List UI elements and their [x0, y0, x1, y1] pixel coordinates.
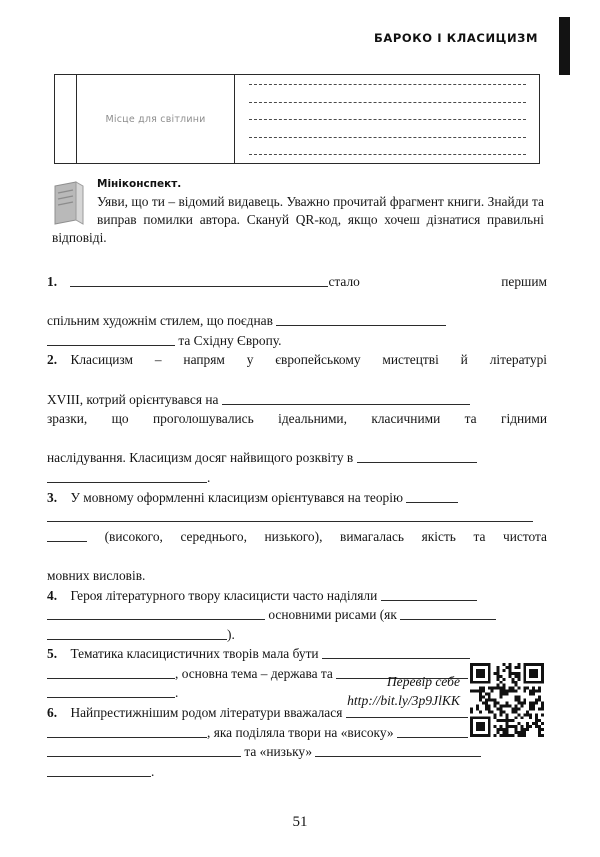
answer-blank[interactable] [381, 587, 477, 601]
answer-blank[interactable] [222, 391, 470, 405]
item-number: 5. [47, 646, 71, 662]
qr-caption-line-1: Перевір себе [386, 674, 460, 689]
page-number: 51 [292, 814, 308, 830]
fill-in-item [47, 586, 547, 645]
item-text: . [151, 763, 155, 779]
item-text: стало першим [328, 274, 547, 289]
fill-in-item [47, 272, 547, 350]
answer-blank[interactable] [47, 665, 175, 679]
item-text: У мовному оформленні класицизм орієнтувався на теорію [70, 489, 407, 505]
item-line [47, 409, 547, 448]
dashed-writing-line [249, 84, 526, 85]
item-line [47, 527, 547, 566]
answer-blank[interactable] [47, 724, 207, 738]
page-header [0, 0, 600, 62]
answer-blank[interactable] [47, 508, 533, 522]
item-text: XVIII, котрий орієнтувався на [47, 391, 222, 407]
item-number: 4. [47, 587, 71, 603]
photo-placeholder-label: Місце для світлини [105, 113, 206, 125]
qr-block [347, 661, 546, 743]
item-line [47, 488, 547, 508]
table-cell-spacer [55, 75, 77, 163]
item-text: Класицизм – напрям у європейському мистецтві й літературі [70, 352, 547, 368]
fill-in-item [47, 488, 547, 586]
item-text: . [175, 685, 179, 701]
item-text: (високого, середнього, низького), вимагалась якість та чистота [87, 528, 547, 544]
item-text: наслідування. Класицизм досяг найвищого розквіту в [47, 450, 357, 466]
qr-caption-url: http://bit.ly/3p9JlKK [347, 693, 460, 708]
answer-blank[interactable] [406, 489, 458, 503]
page-footer [0, 805, 600, 840]
item-text: та «низьку» [241, 744, 316, 760]
item-text: . [207, 469, 211, 485]
item-line [47, 507, 547, 527]
item-line [47, 625, 547, 645]
item-number: 6. [47, 705, 71, 721]
item-text: мовних висловів. [47, 567, 146, 583]
book-icon [52, 180, 86, 226]
qr-caption [347, 672, 460, 710]
table-cell-writing-lines[interactable] [235, 75, 539, 163]
item-line [47, 566, 547, 586]
qr-code[interactable] [468, 661, 546, 739]
item-line [47, 468, 547, 488]
ornament-top [246, 805, 354, 811]
item-text: Героя літературного твору класицисти часто наділяли [70, 587, 381, 603]
item-line [47, 331, 547, 351]
table-cell-photo[interactable] [77, 75, 235, 163]
item-line [47, 742, 547, 762]
ornament-bottom [246, 834, 354, 840]
page-title: БАРОКО І КЛАСИЦИЗМ [374, 31, 538, 45]
item-line [47, 448, 547, 468]
answer-blank[interactable] [47, 332, 175, 346]
item-text: Найпрестижнішим родом літератури вважалася [70, 705, 346, 721]
item-number: 3. [47, 489, 71, 505]
header-accent-bar [559, 17, 570, 75]
photo-placeholder-table [54, 74, 540, 164]
minikonspekt-body [52, 193, 544, 248]
item-text: , основна тема – держава та [175, 665, 337, 681]
item-line [47, 350, 547, 389]
item-line [47, 605, 547, 625]
minikonspekt-title: Мініконспект. [97, 178, 182, 190]
answer-blank[interactable] [47, 528, 87, 542]
item-line [47, 311, 547, 331]
item-text: , яка поділяла твори на «високу» [207, 724, 397, 740]
answer-blank[interactable] [315, 743, 481, 757]
item-line [47, 272, 547, 311]
dashed-writing-line [249, 119, 526, 120]
answer-blank[interactable] [47, 763, 151, 777]
item-line [47, 586, 547, 606]
item-text: спільним художнім стилем, що поєднав [47, 313, 277, 329]
answer-blank[interactable] [47, 743, 241, 757]
answer-blank[interactable] [70, 273, 328, 287]
answer-blank[interactable] [276, 312, 446, 326]
item-text: та Східну Європу. [175, 332, 282, 348]
item-line [47, 390, 547, 410]
minikonspekt-block [52, 178, 544, 248]
item-text: основними рисами (як [265, 607, 401, 623]
item-number: 2. [47, 352, 71, 368]
answer-blank[interactable] [47, 684, 175, 698]
item-text: ). [227, 626, 235, 642]
answer-blank[interactable] [400, 606, 496, 620]
item-number: 1. [47, 274, 71, 289]
dashed-writing-line [249, 154, 526, 155]
answer-blank[interactable] [47, 469, 207, 483]
minikonspekt-body-text: Уяви, що ти – відомий видавець. Уважно прочитай фрагмент книги. Знайди та виправ помилки автора. Скануй QR-код, якщо хочеш дізнатися правильні відповіді. [52, 194, 544, 246]
fill-in-item [47, 350, 547, 487]
answer-blank[interactable] [47, 606, 265, 620]
dashed-writing-line [249, 137, 526, 138]
answer-blank[interactable] [322, 645, 470, 659]
answer-blank[interactable] [357, 449, 477, 463]
answer-blank[interactable] [47, 626, 227, 640]
item-text: зразки, що проголошувались ідеальними, класичними та гідними [47, 411, 547, 427]
item-line [47, 762, 547, 782]
dashed-writing-line [249, 102, 526, 103]
item-text: Тематика класицистичних творів мала бути [70, 646, 322, 662]
